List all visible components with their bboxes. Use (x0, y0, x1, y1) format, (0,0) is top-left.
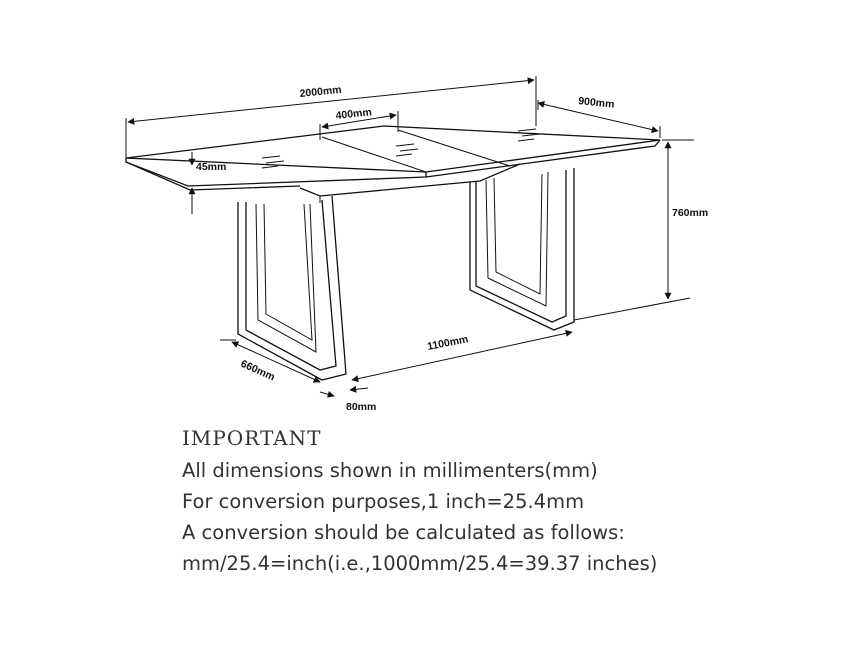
dim-2000mm (126, 76, 536, 160)
dim-label-leg-width: 80mm (346, 401, 377, 413)
dim-760mm (574, 140, 708, 320)
dim-label-total-length: 2000mm (299, 83, 343, 100)
dim-900mm (538, 95, 660, 138)
dim-1100mm (352, 332, 572, 380)
note-line-2: For conversion purposes,1 inch=25.4mm (182, 490, 585, 513)
dim-80mm (320, 388, 376, 413)
note-line-1: All dimensions shown in millimenters(mm) (182, 459, 598, 482)
dim-45mm (192, 152, 226, 214)
notes-heading: IMPORTANT (182, 426, 322, 450)
dim-label-extension-leaf: 400mm (335, 106, 373, 122)
notes-block (182, 424, 657, 579)
note-line-3: A conversion should be calculated as follows: (182, 521, 625, 544)
dim-label-top-thickness: 45mm (196, 161, 227, 173)
right-leg (470, 168, 574, 330)
dim-label-leg-depth: 660mm (238, 357, 277, 384)
dim-400mm (320, 106, 398, 140)
dim-label-leg-span: 1100mm (426, 333, 470, 353)
dim-label-depth: 900mm (577, 95, 615, 111)
dim-label-height: 760mm (672, 207, 709, 219)
note-line-4: mm/25.4=inch(i.e.,1000mm/25.4=39.37 inches) (182, 552, 658, 575)
